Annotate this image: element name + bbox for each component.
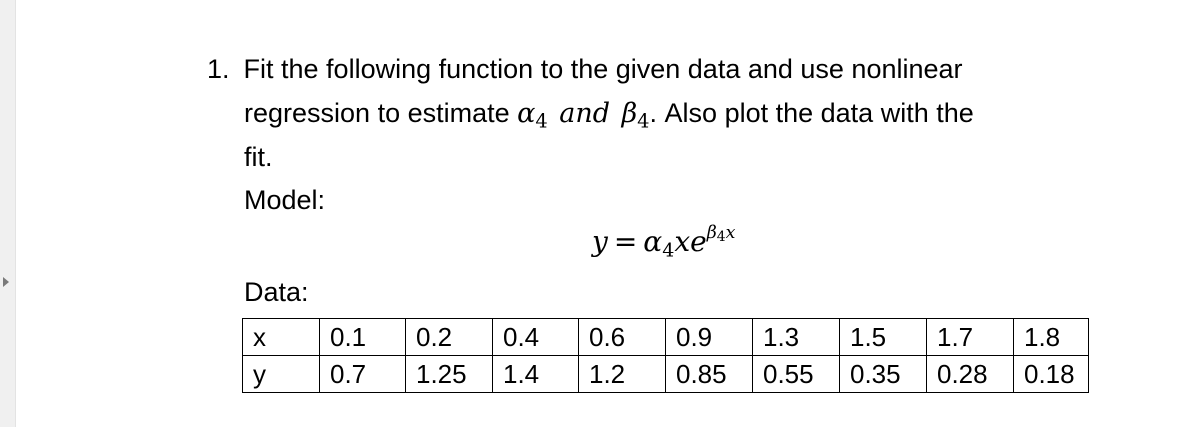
- table-row-y: [243, 356, 1089, 393]
- beta-symbol: $\beta_4$: [621, 98, 650, 133]
- table-cell: 1.25: [406, 356, 493, 393]
- problem-line-2: [244, 96, 974, 131]
- table-cell: 0.2: [406, 319, 493, 356]
- table-row-x: [243, 319, 1089, 356]
- expand-arrow-icon[interactable]: [3, 277, 9, 287]
- and-word: and: [559, 98, 611, 129]
- table-cell: 0.6: [579, 319, 666, 356]
- table-cell: 0.9: [666, 319, 753, 356]
- table-cell: 1.4: [493, 356, 579, 393]
- problem-line-1: [207, 52, 963, 86]
- table-cell: 0.55: [753, 356, 840, 393]
- row-label-y: y: [243, 356, 320, 393]
- table-cell: 0.18: [1014, 356, 1089, 393]
- data-table: [242, 318, 1089, 393]
- problem-text-line-2-start: regression to estimate: [244, 98, 510, 128]
- problem-line-3: fit.: [244, 142, 273, 172]
- row-label-x: x: [243, 319, 320, 356]
- table-cell: 1.5: [840, 319, 927, 356]
- table-cell: 1.7: [927, 319, 1014, 356]
- data-label: Data:: [244, 277, 309, 307]
- left-margin-bar: [0, 0, 16, 427]
- table-cell: 0.4: [493, 319, 579, 356]
- table-cell: 0.85: [666, 356, 753, 393]
- model-equation: $y = \alpha_4xe^{\beta_4x}$: [592, 222, 736, 262]
- table-cell: 0.35: [840, 356, 927, 393]
- problem-number: 1.: [207, 54, 230, 84]
- table-cell: 0.28: [927, 356, 1014, 393]
- problem-text-line-1: Fit the following function to the given data and use nonlinear: [243, 54, 963, 84]
- table-cell: 1.8: [1014, 319, 1089, 356]
- model-label: Model:: [244, 185, 326, 215]
- alpha-symbol: $\alpha_4$: [517, 98, 548, 133]
- table-cell: 1.3: [753, 319, 840, 356]
- table-cell: 1.2: [579, 356, 666, 393]
- table-cell: 0.7: [320, 356, 406, 393]
- problem-text-line-2-end: . Also plot the data with the: [649, 98, 974, 128]
- table-cell: 0.1: [320, 319, 406, 356]
